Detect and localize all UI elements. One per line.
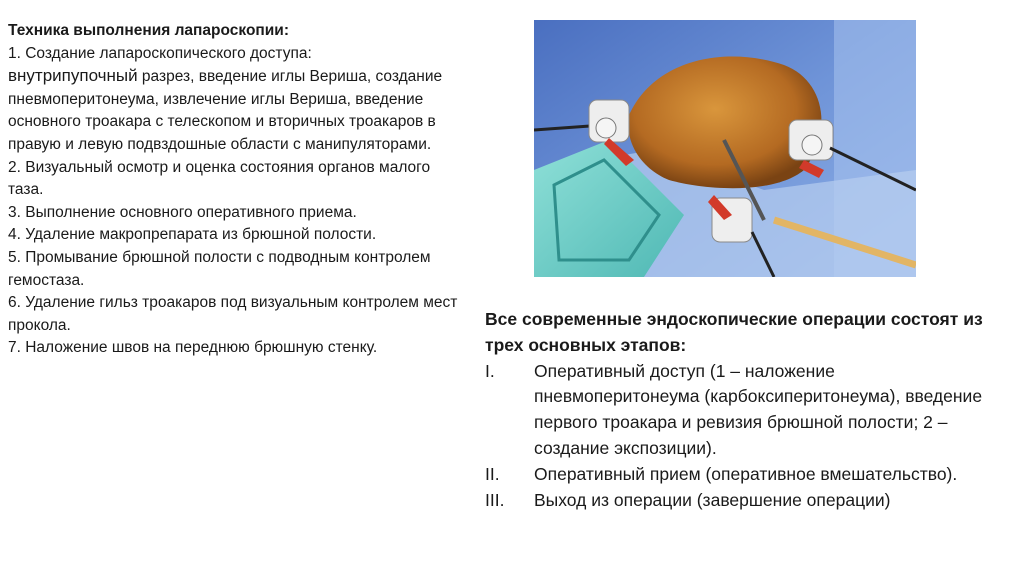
stage-text: Выход из операции (завершение операции) <box>534 489 891 510</box>
technique-step-4: 4. Удаление макропрепарата из брюшной полости. <box>8 226 377 244</box>
stage-number: I. <box>485 360 495 381</box>
step-1-rest: разрез, введение иглы Вериша, создание пневмоперитонеума, извлечение иглы Вериша, введение основного троакара с телескопом и вторичных троакаров в правую и левую подвздошные области с манипуляторами. <box>8 68 443 153</box>
technique-step-3: 3. Выполнение основного оперативного приема. <box>8 203 357 221</box>
technique-step-5: 5. Промывание брюшной полости с подводным контролем гемостаза. <box>8 248 431 289</box>
stage-item <box>485 359 1005 462</box>
stage-number: II. <box>485 463 500 484</box>
stage-number: III. <box>485 489 505 510</box>
step-1-prefix: 1. Создание лапароскопического доступа: <box>8 44 312 62</box>
step-1-emphasis: внутрипупочный <box>8 66 138 86</box>
technique-step-7: 7. Наложение швов на переднюю брюшную стенку. <box>8 339 378 357</box>
stage-item <box>485 488 1005 514</box>
technique-step-6: 6. Удаление гильз троакаров под визуальным контролем мест прокола. <box>8 294 458 334</box>
stage-text: Оперативный доступ (1 – наложение пневмоперитонеума (карбоксиперитонеума), введение первого троакара и ревизия брюшной полости; 2 – создание экспозиции). <box>534 360 983 458</box>
stage-text: Оперативный прием (оперативное вмешательство). <box>534 463 958 484</box>
stage-item <box>485 462 1005 488</box>
technique-section <box>8 20 458 360</box>
technique-step-2: 2. Визуальный осмотр и оценка состояния органов малого таза. <box>8 158 431 199</box>
technique-title: Техника выполнения лапароскопии: <box>8 22 289 39</box>
laparoscopy-photo-illustration <box>534 20 916 277</box>
technique-step-1 <box>8 43 458 157</box>
laparoscopy-photo <box>534 20 916 277</box>
stages-summary: Все современные эндоскопические операции состоят из трех основных этапов: <box>485 309 983 355</box>
stages-section <box>485 307 1005 513</box>
